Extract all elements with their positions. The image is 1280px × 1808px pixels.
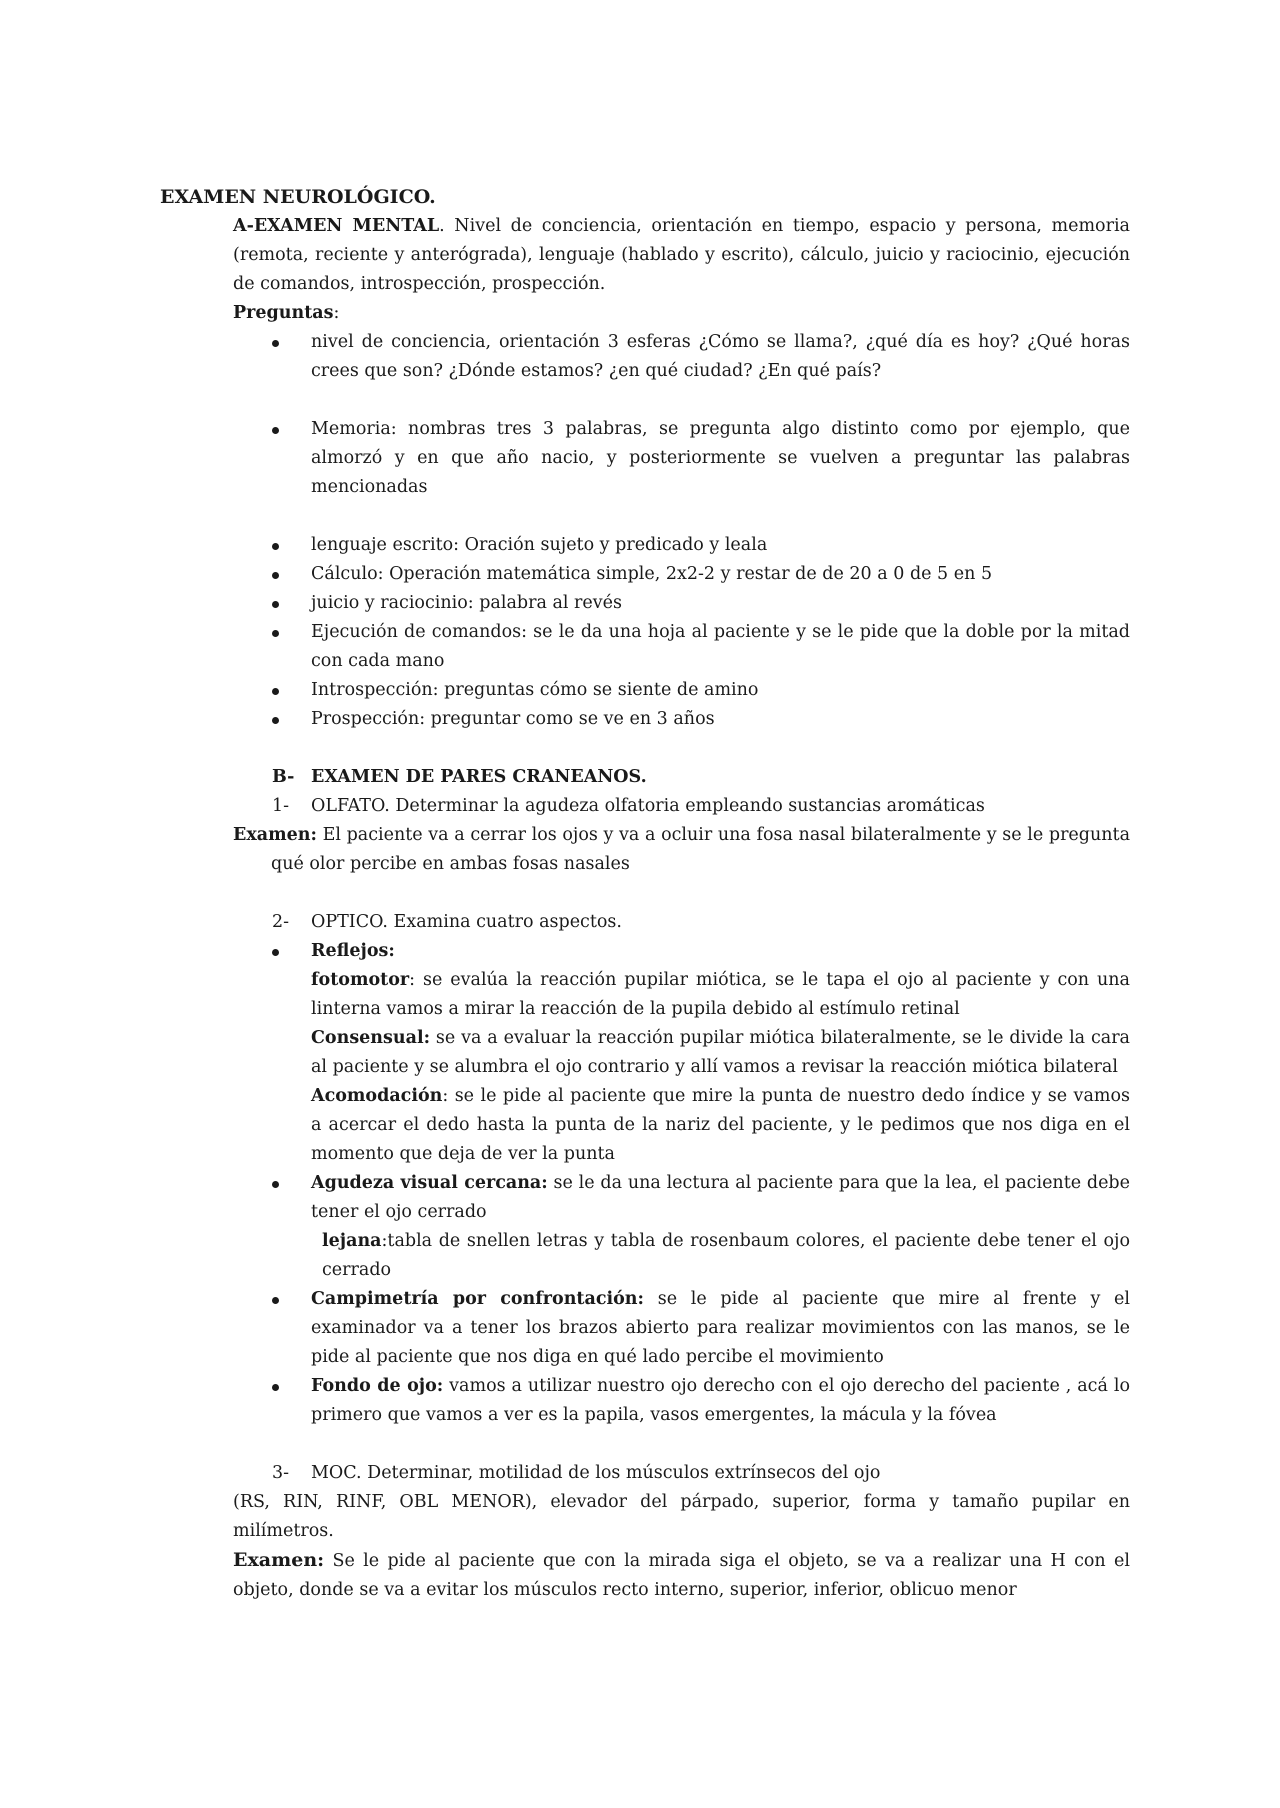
- mental-text: . Nivel de conciencia, orientación en tiempo, espacio y persona, memoria (remota, reciente y anterógrada), lenguaje (hablado y escrito), cálculo, juicio y raciocinio, ejecución de comandos, introspección, prospección.: [233, 216, 1130, 294]
- moc-text: MOC. Determinar, motilidad de los músculos extrínsecos del ojo: [311, 1463, 881, 1483]
- optico-text: OPTICO. Examina cuatro aspectos.: [311, 912, 622, 932]
- bullet-dot: [272, 340, 279, 347]
- preguntas-colon: :: [333, 303, 340, 323]
- bullet-dot: [272, 630, 279, 637]
- list-item-text: Prospección: preguntar como se ve en 3 años: [311, 709, 715, 729]
- list-item-text: Memoria: nombras tres 3 palabras, se pregunta algo distinto como por ejemplo, que almorzó y en que año nacio, y posteriormente se vuelven a preguntar las palabras mencionadas: [311, 419, 1130, 497]
- olfato-examen: [233, 821, 1130, 879]
- moc-examen: [233, 1546, 1130, 1605]
- moc-detail: (RS, RIN, RINF, OBL MENOR), elevador del párpado, superior, forma y tamaño pupilar en milímetros.: [233, 1492, 1130, 1541]
- bullet-dot: [272, 572, 279, 579]
- campimetria-text: se le pide al paciente que mire al frente y el examinador va a tener los brazos abierto para realizar movimientos con las manos, se le pide al paciente que nos diga en qué lado percibe el movimiento: [311, 1289, 1131, 1367]
- agudeza-label: Agudeza visual cercana:: [311, 1173, 548, 1193]
- acomodacion-label: Acomodación: [311, 1086, 443, 1106]
- mental-paragraph: [233, 212, 1130, 299]
- examen-label: Examen:: [233, 1549, 325, 1571]
- fondo-text: vamos a utilizar nuestro ojo derecho con el ojo derecho del paciente , acá lo primero que vamos a ver es la papila, vasos emergentes, la mácula y la fóvea: [311, 1376, 1130, 1425]
- document-title: EXAMEN NEUROLÓGICO.: [160, 186, 436, 208]
- preguntas-line: [233, 299, 1130, 328]
- pares-heading: [233, 763, 1130, 792]
- optico-line: [233, 908, 1130, 937]
- pares-letter: B-: [272, 767, 295, 787]
- acomodacion-paragraph: [233, 1082, 1130, 1169]
- list-item: [233, 560, 1130, 589]
- preguntas-label: Preguntas: [233, 303, 334, 323]
- list-item: [233, 1169, 1130, 1227]
- fotomotor-text: : se evalúa la reacción pupilar miótica, se le tapa el ojo al paciente y con una linterna vamos a mirar la reacción de la pupila debido al estímulo retinal: [311, 970, 1130, 1019]
- lejana-label: lejana: [322, 1231, 382, 1251]
- bullet-dot: [272, 601, 279, 608]
- bullet-dot: [272, 1384, 279, 1391]
- optico-number: 2-: [272, 912, 290, 932]
- list-item-text: nivel de conciencia, orientación 3 esferas ¿Cómo se llama?, ¿qué día es hoy? ¿Qué horas crees que son? ¿Dónde estamos? ¿en qué ciudad? ¿En qué país?: [311, 332, 1130, 381]
- list-item-text: lenguaje escrito: Oración sujeto y predicado y leala: [311, 535, 768, 555]
- examen-text: Se le pide al paciente que con la mirada siga el objeto, se va a realizar una H con el objeto, donde se va a evitar los músculos recto interno, superior, inferior, oblicuo menor: [233, 1551, 1130, 1600]
- list-item: [233, 531, 1130, 560]
- lejana-paragraph: [233, 1227, 1130, 1285]
- moc-number: 3-: [272, 1463, 290, 1483]
- list-item: [233, 676, 1130, 705]
- fotomotor-paragraph: [233, 966, 1130, 1024]
- list-item-text: juicio y raciocinio: palabra al revés: [311, 593, 623, 613]
- bullet-dot: [272, 1181, 279, 1188]
- list-item: [233, 1372, 1130, 1430]
- acomodacion-text: : se le pide al paciente que mire la punta de nuestro dedo índice y se vamos a acercar el dedo hasta la punta de la nariz del paciente, y le pedimos que nos diga en el momento que deja de ver la punta: [311, 1086, 1130, 1164]
- reflejos-label: Reflejos:: [311, 941, 395, 961]
- list-item-text: Cálculo: Operación matemática simple, 2x2-2 y restar de de 20 a 0 de 5 en 5: [311, 564, 993, 584]
- list-item: [233, 415, 1130, 502]
- bullet-dot: [272, 543, 279, 550]
- consensual-paragraph: [233, 1024, 1130, 1082]
- bullet-dot: [272, 717, 279, 724]
- olfato-number: 1-: [272, 796, 290, 816]
- consensual-label: Consensual:: [311, 1028, 431, 1048]
- examen-label: Examen:: [233, 825, 317, 845]
- campimetria-label: Campimetría por confrontación:: [311, 1289, 644, 1309]
- fondo-label: Fondo de ojo:: [311, 1376, 444, 1396]
- olfato-text: OLFATO. Determinar la agudeza olfatoria empleando sustancias aromáticas: [311, 796, 985, 816]
- bullet-dot: [272, 1297, 279, 1304]
- document-body: [233, 212, 1130, 1605]
- mental-heading: A-EXAMEN MENTAL: [233, 216, 440, 236]
- pares-heading-text: EXAMEN DE PARES CRANEANOS.: [311, 767, 647, 787]
- list-item: [233, 618, 1130, 676]
- lejana-text: :tabla de snellen letras y tabla de rosenbaum colores, el paciente debe tener el ojo cerrado: [322, 1231, 1130, 1280]
- list-item: [233, 589, 1130, 618]
- moc-line: [233, 1459, 1130, 1488]
- fotomotor-label: fotomotor: [311, 970, 410, 990]
- list-item: [233, 328, 1130, 386]
- consensual-text: se va a evaluar la reacción pupilar miótica bilateralmente, se le divide la cara al paciente y se alumbra el ojo contrario y allí vamos a revisar la reacción miótica bilateral: [311, 1028, 1130, 1077]
- bullet-dot: [272, 949, 279, 956]
- list-item-text: Ejecución de comandos: se le da una hoja al paciente y se le pide que la doble por la mitad con cada mano: [311, 622, 1130, 671]
- list-item: [233, 1285, 1130, 1372]
- bullet-dot: [272, 427, 279, 434]
- list-item: [233, 705, 1130, 734]
- agudeza-text: se le da una lectura al paciente para que la lea, el paciente debe tener el ojo cerrado: [311, 1173, 1130, 1222]
- list-item-text: Introspección: preguntas cómo se siente de amino: [311, 680, 759, 700]
- olfato-line: [233, 792, 1130, 821]
- list-item: [233, 937, 1130, 966]
- bullet-dot: [272, 688, 279, 695]
- examen-text: El paciente va a cerrar los ojos y va a ocluir una fosa nasal bilateralmente y se le pregunta qué olor percibe en ambas fosas nasales: [271, 825, 1130, 874]
